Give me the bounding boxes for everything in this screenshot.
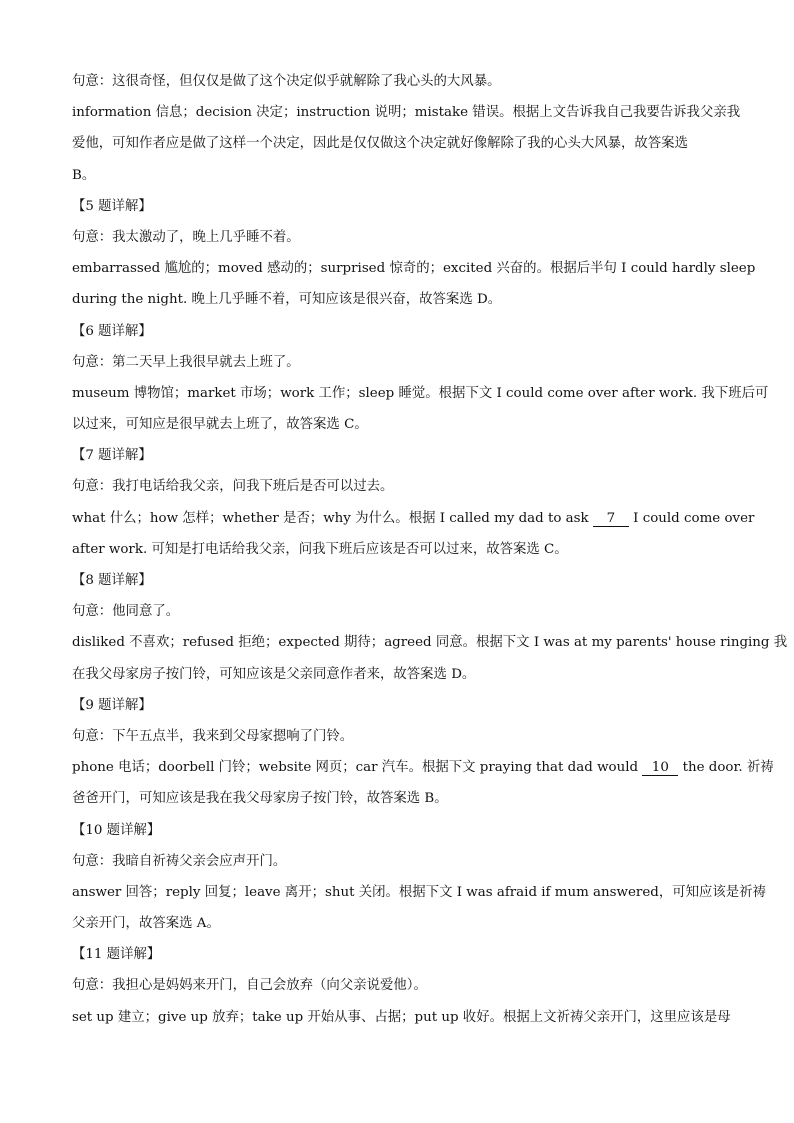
section-heading: 【7 题详解】 bbox=[72, 448, 152, 464]
text-segment: what 什么；how 怎样；whether 是否；why 为什么。根据 I called my dad to ask bbox=[72, 510, 593, 526]
text-line: B。 bbox=[72, 167, 96, 183]
text-line: 在我父母家房子按门铃，可知应该是父亲同意作者来，故答案选 D。 bbox=[72, 666, 476, 682]
blank-number: 10 bbox=[642, 761, 678, 776]
text-segment: I could come over bbox=[628, 510, 755, 526]
blank-number: 7 bbox=[593, 512, 629, 527]
text-line: during the night. 晚上几乎睡不着，可知应该是很兴奋，故答案选 D。 bbox=[72, 292, 502, 308]
text-line: 句意：我暗自祈祷父亲会应声开门。 bbox=[72, 853, 287, 869]
text-line: embarrassed 尴尬的；moved 感动的；surprised 惊奇的；excited 兴奋的。根据后半句 I could hardly sleep bbox=[72, 261, 756, 277]
text-line: 句意：这很奇怪，但仅仅是做了这个决定似乎就解除了我心头的大风暴。 bbox=[72, 74, 501, 89]
text-line: disliked 不喜欢；refused 拒绝；expected 期待；agreed 同意。根据下文 I was at my parents' house ringing 我 bbox=[72, 635, 788, 651]
section-heading: 【10 题详解】 bbox=[72, 822, 161, 838]
section-heading: 【9 题详解】 bbox=[72, 697, 152, 713]
text-segment: phone 电话；doorbell 门铃；website 网页；car 汽车。根据下文 praying that dad would bbox=[72, 760, 643, 776]
section-heading: 【5 题详解】 bbox=[72, 198, 152, 214]
text-segment: the door. 祈祷 bbox=[678, 760, 774, 776]
text-line bbox=[72, 503, 755, 534]
section-heading: 【8 题详解】 bbox=[72, 573, 152, 588]
text-line: 父亲开门，故答案选 A。 bbox=[72, 916, 220, 932]
text-line bbox=[72, 752, 774, 783]
text-line: 句意：我担心是妈妈来开门，自己会放弃（向父亲说爱他）。 bbox=[72, 978, 427, 994]
text-line: 爸爸开门，可知应该是我在我父母家房子按门铃，故答案选 B。 bbox=[72, 791, 448, 807]
text-line: museum 博物馆；market 市场；work 工作；sleep 睡觉。根据下文 I could come over after work. 我下班后可 bbox=[72, 385, 769, 401]
text-line: 句意：第二天早上我很早就去上班了。 bbox=[72, 354, 300, 370]
text-line: 句意：下午五点半，我来到父母家摁响了门铃。 bbox=[72, 728, 354, 744]
text-line: set up 建立；give up 放弃；take up 开始从事、占据；put up 收好。根据上文祈祷父亲开门，这里应该是母 bbox=[72, 1009, 731, 1025]
text-line: answer 回答；reply 回复；leave 离开；shut 关闭。根据下文 I was afraid if mum answered，可知应该是祈祷 bbox=[72, 884, 766, 900]
section-heading: 【11 题详解】 bbox=[72, 947, 161, 963]
text-line: after work. 可知是打电话给我父亲，问我下班后应该是否可以过来，故答案选 C。 bbox=[72, 541, 568, 557]
text-line: 句意：我太激动了，晚上几乎睡不着。 bbox=[72, 229, 300, 245]
text-line: 爱他，可知作者应是做了这样一个决定，因此是仅仅做这个决定就好像解除了我的心头大风暴，故答案选 bbox=[72, 136, 688, 152]
text-line: information 信息；decision 决定；instruction 说明；mistake 错误。根据上文告诉我自己我要告诉我父亲我 bbox=[72, 105, 741, 121]
text-line: 句意：他同意了。 bbox=[72, 604, 180, 620]
text-line: 以过来，可知应是很早就去上班了，故答案选 C。 bbox=[72, 417, 368, 433]
text-line: 句意：我打电话给我父亲，问我下班后是否可以过去。 bbox=[72, 479, 394, 495]
section-heading: 【6 题详解】 bbox=[72, 323, 152, 339]
